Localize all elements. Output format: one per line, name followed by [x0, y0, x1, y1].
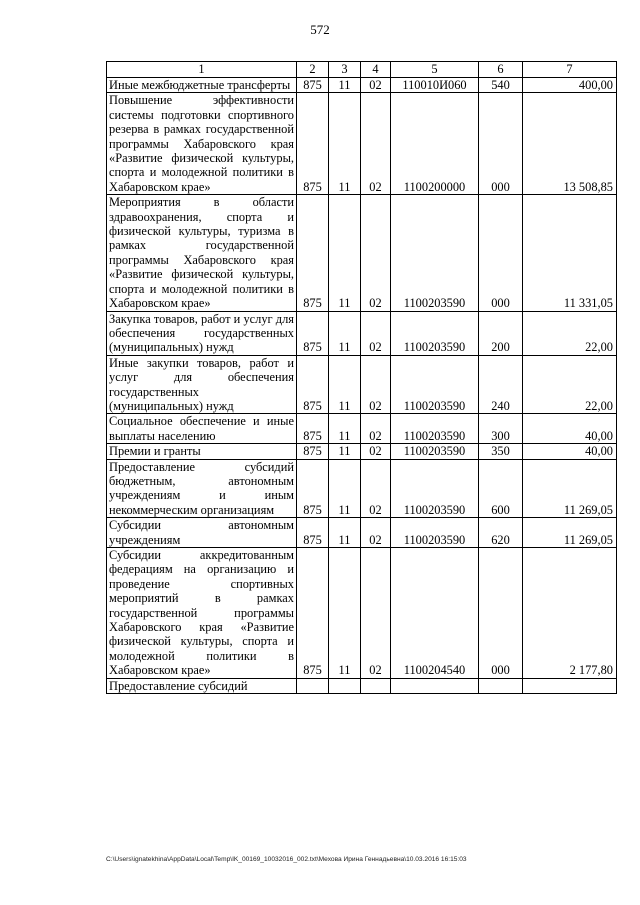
page-number: 572	[310, 22, 330, 37]
code-cell: 875	[297, 78, 329, 93]
table-row	[107, 93, 617, 195]
code-cell: 875	[297, 414, 329, 444]
target-article-cell	[391, 678, 479, 693]
target-article-cell: 1100203590	[391, 311, 479, 355]
section-cell: 11	[329, 195, 361, 311]
expense-type-cell: 620	[479, 518, 523, 548]
row-name-cell: Закупка товаров, работ и услуг для обеспечения государственных (муниципальных) нужд	[107, 311, 297, 355]
column-header: 4	[361, 62, 391, 78]
target-article-cell: 1100203590	[391, 414, 479, 444]
table-row	[107, 444, 617, 459]
target-article-cell: 1100200000	[391, 93, 479, 195]
column-header: 7	[523, 62, 617, 78]
column-header: 2	[297, 62, 329, 78]
amount-cell: 11 269,05	[523, 518, 617, 548]
subsection-cell	[361, 678, 391, 693]
code-cell: 875	[297, 355, 329, 414]
table-row	[107, 414, 617, 444]
expense-type-cell: 350	[479, 444, 523, 459]
target-article-cell: 1100203590	[391, 195, 479, 311]
table-row	[107, 678, 617, 693]
subsection-cell: 02	[361, 195, 391, 311]
code-cell: 875	[297, 93, 329, 195]
table-row	[107, 518, 617, 548]
section-cell: 11	[329, 548, 361, 679]
target-article-cell: 110010И060	[391, 78, 479, 93]
expense-type-cell: 300	[479, 414, 523, 444]
row-name-cell: Премии и гранты	[107, 444, 297, 459]
amount-cell: 22,00	[523, 355, 617, 414]
amount-cell: 40,00	[523, 414, 617, 444]
expense-type-cell: 540	[479, 78, 523, 93]
column-header: 3	[329, 62, 361, 78]
target-article-cell: 1100203590	[391, 355, 479, 414]
section-cell: 11	[329, 93, 361, 195]
row-name-cell: Повышение эффективности системы подготовки спортивного резерва в рамках государственной программы Хабаровского края «Развитие физической культуры, спорта и молодежной политики в Хабаровском крае»	[107, 93, 297, 195]
expense-type-cell: 240	[479, 355, 523, 414]
table-row	[107, 548, 617, 679]
amount-cell: 2 177,80	[523, 548, 617, 679]
expense-type-cell: 000	[479, 195, 523, 311]
code-cell: 875	[297, 518, 329, 548]
subsection-cell: 02	[361, 444, 391, 459]
column-header: 6	[479, 62, 523, 78]
section-cell: 11	[329, 518, 361, 548]
section-cell: 11	[329, 355, 361, 414]
subsection-cell: 02	[361, 414, 391, 444]
table-row	[107, 195, 617, 311]
amount-cell: 13 508,85	[523, 93, 617, 195]
subsection-cell: 02	[361, 459, 391, 518]
amount-cell: 400,00	[523, 78, 617, 93]
amount-cell: 40,00	[523, 444, 617, 459]
subsection-cell: 02	[361, 78, 391, 93]
row-name-cell: Субсидии аккредитованным федерациям на организацию и проведение спортивных мероприятий в рамках государственной программы Хабаровского края «Развитие физической культуры, спорта и молодежной политики в Хабаровском крае»	[107, 548, 297, 679]
budget-table	[106, 61, 617, 694]
amount-cell: 11 331,05	[523, 195, 617, 311]
code-cell: 875	[297, 548, 329, 679]
target-article-cell: 1100204540	[391, 548, 479, 679]
target-article-cell: 1100203590	[391, 444, 479, 459]
row-name-cell: Мероприятия в области здравоохранения, спорта и физической культуры, туризма в рамках государственной программы Хабаровского края «Развитие физической культуры, спорта и молодежной политики в Хабаровском крае»	[107, 195, 297, 311]
subsection-cell: 02	[361, 311, 391, 355]
row-name-cell: Предоставление субсидий	[107, 678, 297, 693]
expense-type-cell: 000	[479, 93, 523, 195]
expense-type-cell: 000	[479, 548, 523, 679]
code-cell: 875	[297, 311, 329, 355]
code-cell: 875	[297, 459, 329, 518]
column-header: 1	[107, 62, 297, 78]
section-cell: 11	[329, 78, 361, 93]
expense-type-cell: 600	[479, 459, 523, 518]
table-header-row	[107, 62, 617, 78]
row-name-cell: Иные межбюджетные трансферты	[107, 78, 297, 93]
row-name-cell: Субсидии автономным учреждениям	[107, 518, 297, 548]
subsection-cell: 02	[361, 355, 391, 414]
code-cell: 875	[297, 195, 329, 311]
section-cell: 11	[329, 459, 361, 518]
table-row	[107, 355, 617, 414]
table-row	[107, 459, 617, 518]
subsection-cell: 02	[361, 93, 391, 195]
table-row	[107, 78, 617, 93]
table-row	[107, 311, 617, 355]
target-article-cell: 1100203590	[391, 518, 479, 548]
amount-cell	[523, 678, 617, 693]
code-cell: 875	[297, 444, 329, 459]
section-cell	[329, 678, 361, 693]
row-name-cell: Предоставление субсидий бюджетным, автономным учреждениям и иным некоммерческим организациям	[107, 459, 297, 518]
amount-cell: 22,00	[523, 311, 617, 355]
column-header: 5	[391, 62, 479, 78]
section-cell: 11	[329, 444, 361, 459]
subsection-cell: 02	[361, 518, 391, 548]
row-name-cell: Социальное обеспечение и иные выплаты населению	[107, 414, 297, 444]
expense-type-cell: 200	[479, 311, 523, 355]
expense-type-cell	[479, 678, 523, 693]
target-article-cell: 1100203590	[391, 459, 479, 518]
subsection-cell: 02	[361, 548, 391, 679]
file-path-footer: C:\Users\ignatekhina\AppData\Local\Temp\IK_00169_10032016_002.txt\Мехова Ирина Геннадьевна\10.03.2016 16:15:03	[106, 856, 467, 863]
code-cell	[297, 678, 329, 693]
row-name-cell: Иные закупки товаров, работ и услуг для обеспечения государственных (муниципальных) нужд	[107, 355, 297, 414]
section-cell: 11	[329, 414, 361, 444]
section-cell: 11	[329, 311, 361, 355]
amount-cell: 11 269,05	[523, 459, 617, 518]
